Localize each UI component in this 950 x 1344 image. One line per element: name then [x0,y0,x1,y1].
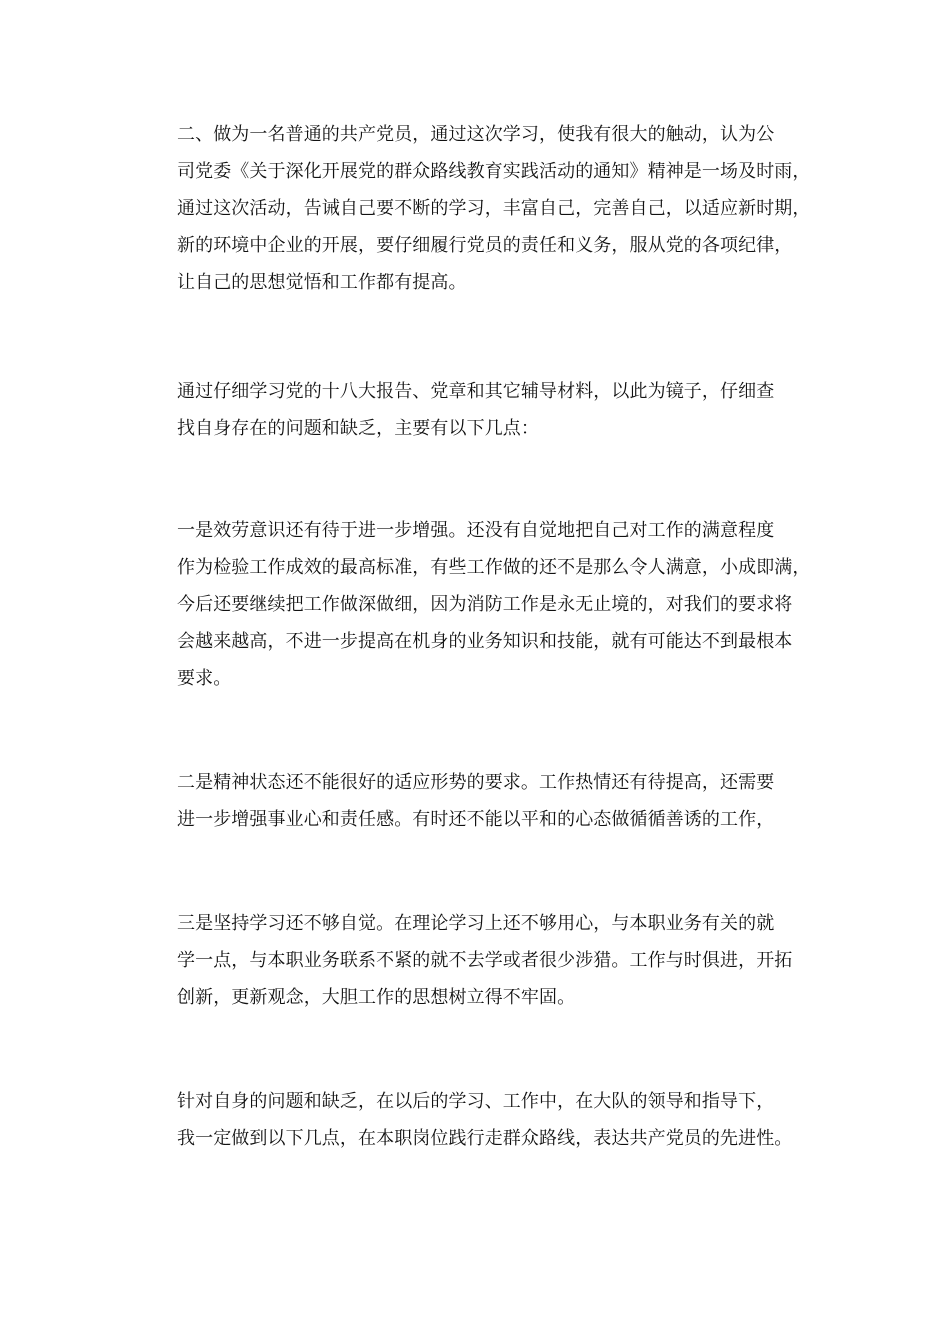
paragraph-line: 二、做为一名普通的共产党员，通过这次学习，使我有很大的触动，认为公 [177,124,775,145]
paragraph-self-examination-intro [144,373,814,447]
paragraph-line: 学一点，与本职业务联系不紧的就不去学或者很少涉猎。工作与时俱进，开拓 [177,950,793,971]
paragraph-line: 三是坚持学习还不够自觉。在理论学习上还不够用心，与本职业务有关的就 [177,913,775,934]
paragraph-line: 二是精神状态还不能很好的适应形势的要求。工作热情还有待提高，还需要 [177,772,775,793]
paragraph-line: 作为检验工作成效的最高标准，有些工作做的还不是那么令人满意，小成即满， [177,557,811,578]
paragraph-line: 新的环境中企业的开展，要仔细履行党员的责任和义务，服从党的各项纪律， [177,235,793,256]
paragraph-improvement-commitment [144,1083,814,1157]
paragraph-line: 一是效劳意识还有待于进一步增强。还没有自觉地把自己对工作的满意程度 [177,520,775,541]
paragraph-line: 让自己的思想觉悟和工作都有提高。 [177,272,467,293]
paragraph-party-member-study [144,116,814,301]
paragraph-line: 通过这次活动，告诫自己要不断的学习，丰富自己，完善自己，以适应新时期， [177,198,811,219]
paragraph-line: 进一步增强事业心和责任感。有时还不能以平和的心态做循循善诱的工作， [177,809,775,830]
paragraph-line: 找自身存在的问题和缺乏，主要有以下几点： [177,418,539,439]
paragraph-line: 今后还要继续把工作做深做细，因为消防工作是永无止境的，对我们的要求将 [177,594,793,615]
paragraph-line: 创新，更新观念，大胆工作的思想树立得不牢固。 [177,987,576,1008]
paragraph-line: 司党委《关于深化开展党的群众路线教育实践活动的通知》精神是一场及时雨， [177,161,811,182]
paragraph-line: 通过仔细学习党的十八大报告、党章和其它辅导材料，以此为镜子，仔细查 [177,381,775,402]
paragraph-service-awareness [144,512,814,697]
paragraph-line: 要求。 [177,668,232,689]
paragraph-line: 会越来越高，不进一步提高在机身的业务知识和技能，就有可能达不到最根本 [177,631,793,652]
paragraph-mental-state [144,764,814,838]
paragraph-study-discipline [144,905,814,1016]
paragraph-line: 我一定做到以下几点，在本职岗位践行走群众路线，表达共产党员的先进性。 [177,1128,793,1149]
paragraph-line: 针对自身的问题和缺乏，在以后的学习、工作中，在大队的领导和指导下， [177,1091,775,1112]
